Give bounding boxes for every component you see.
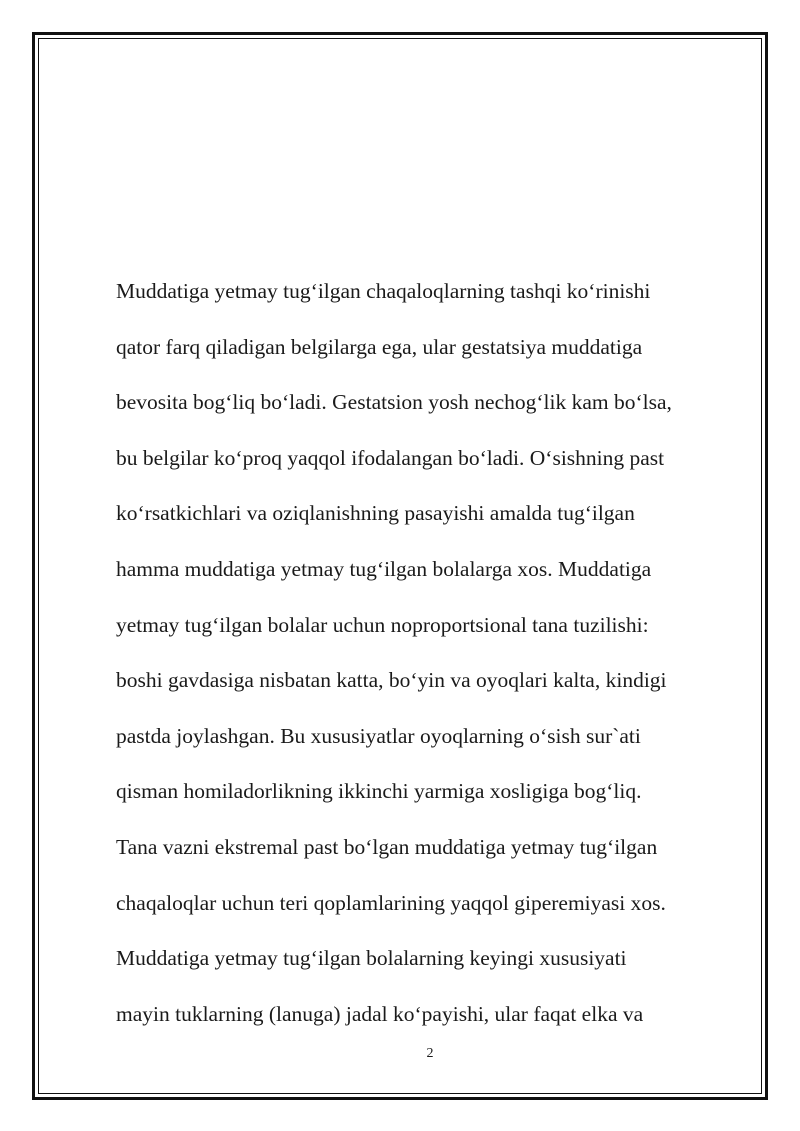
text-line: mayin tuklarning (lanuga) jadal ko‘payishi, ular faqat elka va	[116, 1001, 644, 1026]
text-line: qisman homiladorlikning ikkinchi yarmiga xosligiga bog‘liq.	[116, 779, 642, 804]
text-line: qator farq qiladigan belgilarga ega, ular gestatsiya muddatiga	[116, 334, 643, 359]
text-line: hamma muddatiga yetmay tug‘ilgan bolalarga xos. Muddatiga	[116, 556, 652, 581]
text-line: pastda joylashgan. Bu xususiyatlar oyoqlarning o‘sish sur`ati	[116, 723, 641, 748]
text-line: Tana vazni ekstremal past bo‘lgan muddatiga yetmay tug‘ilgan	[116, 834, 658, 859]
text-line: chaqaloqlar uchun teri qoplamlarining yaqqol giperemiyasi xos.	[116, 890, 666, 915]
text-line: boshi gavdasiga nisbatan katta, bo‘yin va oyoqlari kalta, kindigi	[116, 668, 667, 693]
text-line: Muddatiga yetmay tug‘ilgan bolalarning keyingi xususiyati	[116, 946, 627, 971]
page-number: 2	[426, 1046, 434, 1061]
text-line: bu belgilar ko‘proq yaqqol ifodalangan bo‘ladi. O‘sishning past	[116, 445, 665, 470]
text-line: bevosita bog‘liq bo‘ladi. Gestatsion yosh nechog‘lik kam bo‘lsa,	[116, 390, 672, 415]
text-line: ko‘rsatkichlari va oziqlanishning pasayishi amalda tug‘ilgan	[116, 501, 635, 526]
text-line: yetmay tug‘ilgan bolalar uchun noproportsional tana tuzilishi:	[116, 612, 649, 637]
text-line: Muddatiga yetmay tug‘ilgan chaqaloqlarning tashqi ko‘rinishi	[116, 279, 651, 303]
body-text	[116, 270, 736, 1048]
